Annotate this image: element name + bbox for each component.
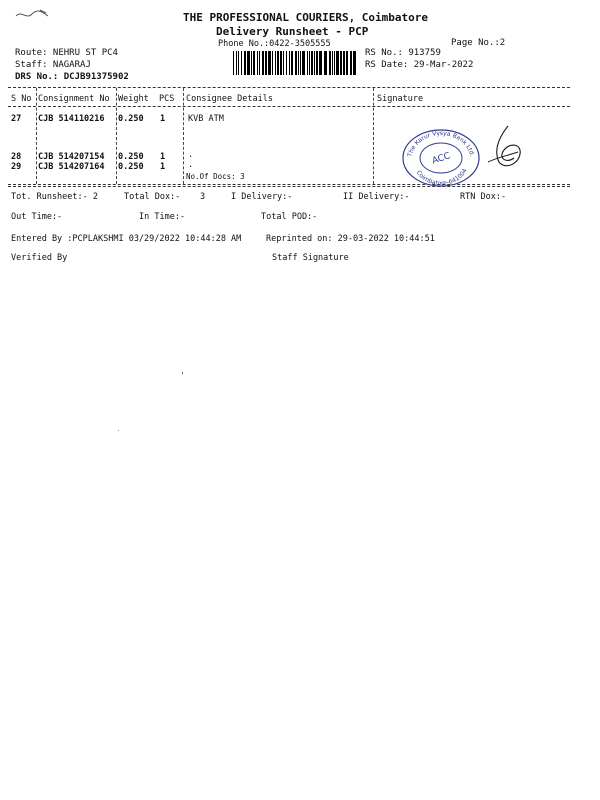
row-28-weight: 0.250 — [118, 152, 144, 162]
row-27-consignee: KVB ATM — [188, 114, 224, 124]
stamp-location: Coimbatore-641004 — [414, 167, 469, 187]
staff-signature: Staff Signature — [272, 253, 349, 263]
col-header-pcs: PCS — [159, 94, 175, 104]
barcode-bar — [236, 51, 237, 75]
barcode-bar — [259, 51, 260, 75]
col-header-weight: Weight — [118, 94, 149, 104]
barcode-bar — [244, 51, 246, 75]
barcode-bar — [275, 51, 276, 75]
row-29-pcs: 1 — [160, 162, 166, 172]
total-dox-value: 3 — [200, 192, 206, 202]
barcode-bar — [247, 51, 250, 75]
stamp-center-text: ACC — [430, 151, 452, 167]
col-divider-consignment — [116, 88, 117, 184]
barcode-bar — [280, 51, 282, 75]
barcode-bar — [332, 51, 333, 75]
col-header-signature: Signature — [377, 94, 424, 104]
barcode-bar — [291, 51, 293, 75]
barcode-bar — [262, 51, 264, 75]
table-header-rule — [8, 106, 570, 107]
barcode-bar — [343, 51, 345, 75]
rs-date: RS Date: 29-Mar-2022 — [365, 60, 474, 70]
row-28-consignment: CJB 514207154 — [38, 152, 105, 162]
table-top-rule — [8, 87, 570, 88]
barcode-bar — [346, 51, 348, 75]
no-of-docs: No.Of Docs: 3 — [186, 172, 245, 181]
barcode-bar — [311, 51, 313, 75]
row-28-consignee: . — [188, 150, 194, 160]
ii-delivery: II Delivery:- — [343, 192, 410, 202]
barcode-bar — [340, 51, 342, 75]
col-divider-consignee — [373, 88, 374, 184]
row-27-consignment: CJB 514110216 — [38, 114, 105, 124]
barcode-bar — [309, 51, 310, 75]
row-29-consignee: . — [188, 160, 194, 170]
barcode-bar — [353, 51, 356, 75]
i-delivery: I Delivery:- — [231, 192, 293, 202]
barcode-bar — [289, 51, 290, 75]
barcode-bar — [336, 51, 339, 75]
total-runsheet: Tot. Runsheet:- 2 — [11, 192, 98, 202]
total-pod: Total POD:- — [261, 212, 318, 222]
table-bottom-rule-2 — [8, 186, 570, 187]
total-dox-label: Total Dox:- — [124, 192, 181, 202]
page-number: Page No.:2 — [451, 38, 506, 48]
barcode-bar — [283, 51, 284, 75]
bank-stamp-seal — [400, 125, 482, 187]
row-29-consignment: CJB 514207164 — [38, 162, 105, 172]
barcode — [232, 51, 358, 75]
phone-number: Phone No.:0422-3505555 — [218, 39, 331, 49]
barcode-bar — [286, 51, 287, 75]
scan-speck — [182, 372, 183, 374]
barcode-bar — [302, 51, 305, 75]
stamp-bank-name: The Karur Vysya Bank Ltd. — [406, 129, 476, 158]
drs-number: DRS No.: DCJB91375902 — [15, 72, 129, 82]
col-divider-pcs — [183, 88, 184, 184]
rs-number: RS No.: 913759 — [365, 48, 441, 58]
barcode-bar — [300, 51, 301, 75]
barcode-bar — [268, 51, 271, 75]
rtn-dox: RTN Dox:- — [460, 192, 507, 202]
in-time: In Time:- — [139, 212, 186, 222]
row-29-sno: 29 — [11, 162, 22, 172]
barcode-bar — [253, 51, 255, 75]
barcode-bar — [265, 51, 267, 75]
entered-by: Entered By :PCPLAKSHMI 03/29/2022 10:44:28 AM — [11, 234, 242, 244]
barcode-bar — [233, 51, 234, 75]
row-27-pcs: 1 — [160, 114, 166, 124]
scan-speck — [118, 430, 119, 431]
runsheet-title: Delivery Runsheet - PCP — [216, 25, 369, 38]
barcode-bar — [298, 51, 299, 75]
row-27-sno: 27 — [11, 114, 22, 124]
barcode-bar — [334, 51, 335, 75]
verified-by: Verified By — [11, 253, 68, 263]
barcode-bar — [238, 51, 239, 75]
row-28-pcs: 1 — [160, 152, 166, 162]
out-time: Out Time:- — [11, 212, 63, 222]
barcode-bar — [251, 51, 252, 75]
col-header-sno: S No — [11, 94, 32, 104]
handwritten-signature — [478, 122, 526, 174]
barcode-bar — [324, 51, 327, 75]
row-29-weight: 0.250 — [118, 162, 144, 172]
barcode-bar — [257, 51, 258, 75]
col-header-consignee: Consignee Details — [186, 94, 273, 104]
company-title: THE PROFESSIONAL COURIERS, Coimbatore — [183, 11, 429, 24]
barcode-bar — [319, 51, 322, 75]
svg-text:Coimbatore-641004 — [415, 167, 469, 187]
route-label: Route: NEHRU ST PC4 — [15, 48, 118, 58]
corner-scribble-mark — [14, 6, 56, 22]
barcode-bar — [295, 51, 297, 75]
barcode-bar — [307, 51, 308, 75]
table-bottom-rule — [8, 184, 570, 185]
barcode-bar — [314, 51, 315, 75]
row-27-weight: 0.250 — [118, 114, 144, 124]
staff-label: Staff: NAGARAJ — [15, 60, 91, 70]
barcode-bar — [329, 51, 331, 75]
reprinted-on: Reprinted on: 29-03-2022 10:44:51 — [266, 234, 435, 244]
col-divider-sno — [36, 88, 37, 184]
barcode-bar — [316, 51, 318, 75]
barcode-bar — [350, 51, 352, 75]
barcode-bar — [272, 51, 273, 75]
barcode-bar — [277, 51, 279, 75]
barcode-bar — [241, 51, 242, 75]
col-header-consignment: Consignment No — [38, 94, 110, 104]
row-28-sno: 28 — [11, 152, 22, 162]
